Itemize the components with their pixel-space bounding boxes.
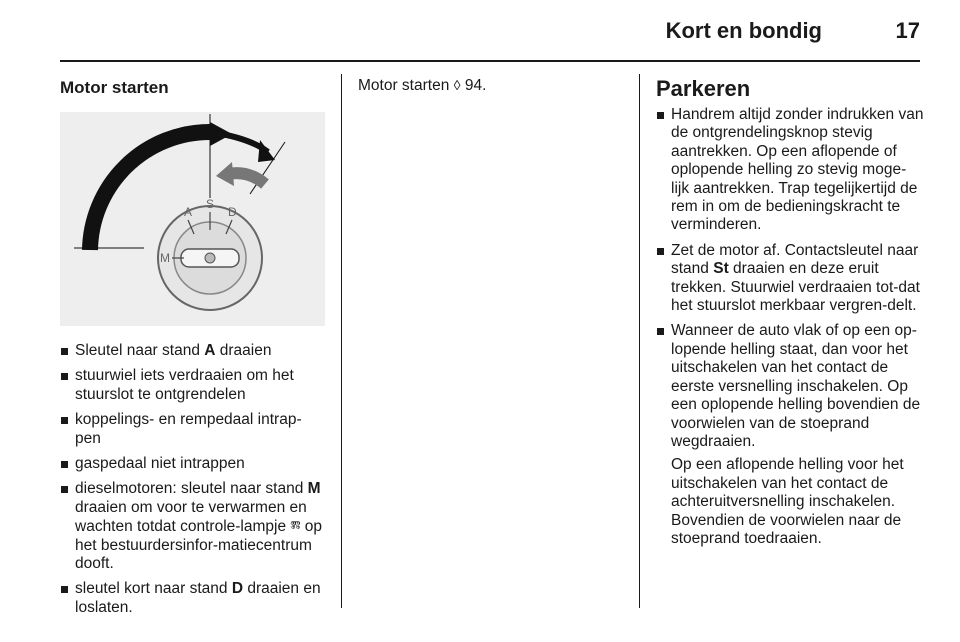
dial-label-m: M	[160, 251, 170, 265]
ignition-illustration	[60, 112, 325, 326]
dial-label-s: S	[206, 197, 215, 211]
list-item: Wanneer de auto vlak of op een op-lopende helling staat, dan voor het uitschakelen van het contact de eerste versnelling inschakelen. Op een oplopende helling bovendien de voorwielen van de stoeprand wegdraaien.	[656, 322, 924, 451]
list-item: Zet de motor af. Contactsleutel naar stand St draaien en deze eruit trekken. Stuurwiel verdraaien tot-dat het stuurslot merkbaar vergren-delt.	[656, 242, 924, 316]
list-item: gaspedaal niet intrappen	[60, 455, 325, 473]
column-parkeren	[656, 72, 924, 548]
column-divider-left	[341, 74, 342, 608]
start-steps-list	[60, 342, 325, 617]
parking-steps-list	[656, 106, 924, 451]
list-item: Sleutel naar stand A draaien	[60, 342, 325, 360]
list-item: stuurwiel iets verdraaien om het stuurslot te ontgrendelen	[60, 367, 325, 404]
list-item: dieselmotoren: sleutel naar stand M draaien om voor te verwarmen en wachten totdat controle-lampje ⰿ op het bestuurdersinfor-matiecentrum dooft.	[60, 480, 325, 573]
ignition-key-diagram	[60, 112, 325, 326]
list-item: sleutel kort naar stand D draaien en loslaten.	[60, 580, 325, 617]
parking-note-paragraph: Op een aflopende helling voor het uitschakelen van het contact de achteruitversnelling inschakelen. Bovendien de voorwielen naar de stoeprand toedraaien.	[671, 456, 904, 547]
cross-reference[interactable]: Motor starten ◊ 94.	[358, 77, 487, 94]
reference-arrow-icon: ◊	[453, 77, 461, 93]
list-item: koppelings- en rempedaal intrap-pen	[60, 411, 325, 448]
column-reference	[358, 72, 628, 95]
column-motor-starten	[60, 72, 325, 624]
dial-label-d: D	[228, 205, 237, 219]
column-divider-right	[639, 74, 640, 608]
page-title: Kort en bondig	[665, 18, 822, 43]
dial-label-a: A	[184, 205, 193, 219]
section-heading-motor-starten: Motor starten	[60, 78, 169, 97]
reference-page: 94.	[464, 77, 487, 94]
page-number: 17	[895, 18, 920, 43]
glow-plug-icon: ⰿ	[290, 518, 301, 535]
list-item: Handrem altijd zonder indrukken van de ontgrendelingsknop stevig aantrekken. Op een aflopende of oplopende helling zo stevig moge-lijk aantrekken. Trap tegelijkertijd de rem in om de bedieningskracht te verminderen.	[656, 106, 924, 235]
header-rule	[60, 60, 920, 62]
section-heading-parkeren: Parkeren	[656, 76, 751, 101]
